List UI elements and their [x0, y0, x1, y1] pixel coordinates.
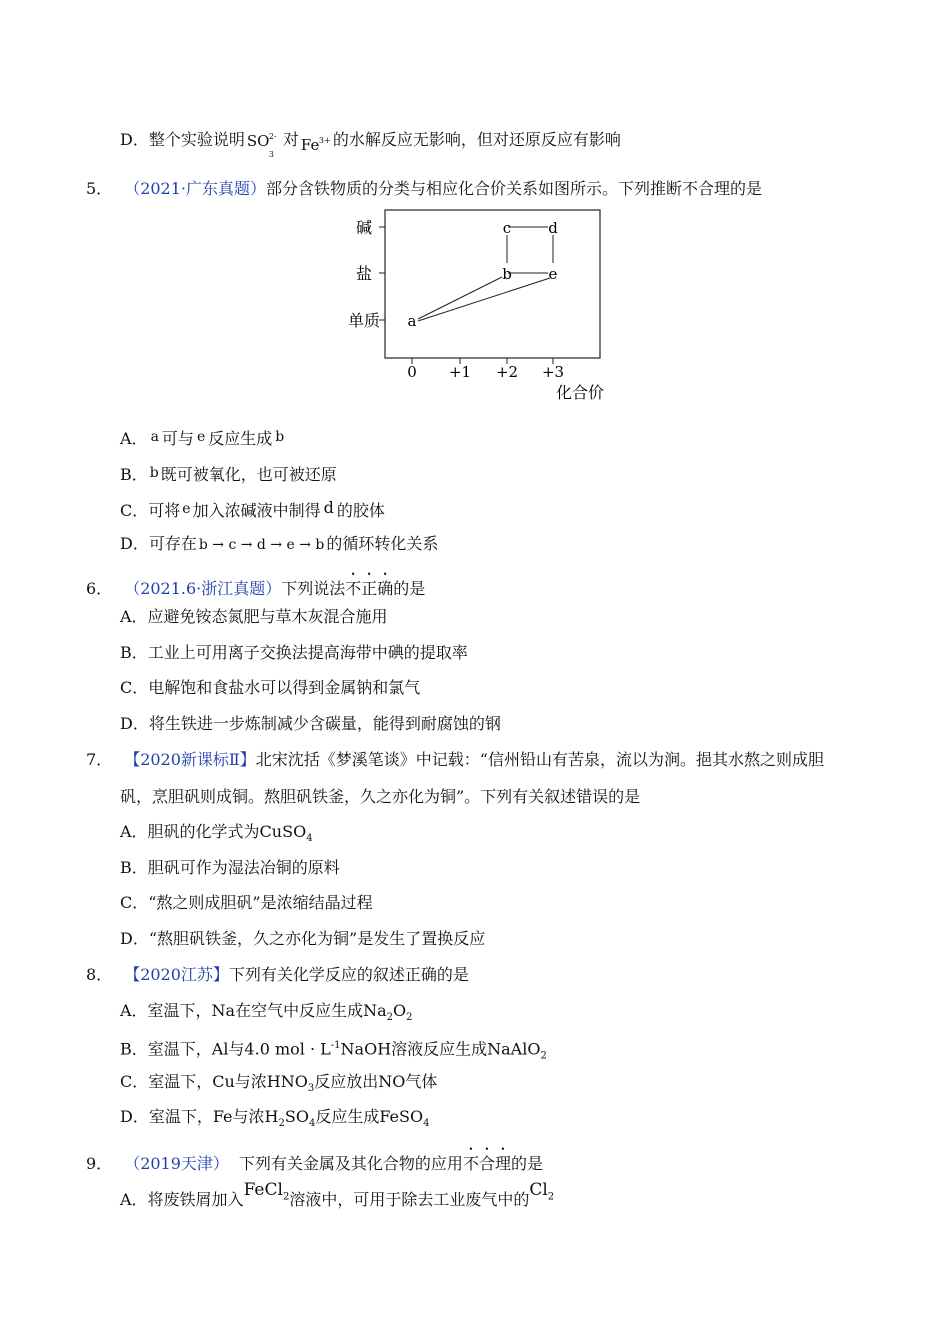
- fecl2-formula: FeCl$_2$: [243, 1180, 290, 1203]
- question-number: 9．: [86, 1154, 113, 1173]
- q8-option-d: D．室温下，Fe与浓$H_2SO_4$反应生成FeSO$_4$: [120, 1107, 430, 1130]
- x-axis-title: 化合价: [555, 383, 605, 402]
- q7-stem-line1: 7． 【2020新课标Ⅱ】北宋沈括《梦溪笔谈》中记载：“信州铅山有苦泉，流以为涧。挹其水熬之则成胆: [86, 750, 824, 769]
- x-label-2: +2: [495, 363, 519, 381]
- iron-valence-chart: [330, 205, 630, 405]
- question-source: （2019天津）: [124, 1154, 229, 1173]
- q6-option-d: D．将生铁进一步炼制减少含碳量，能得到耐腐蚀的钢: [120, 714, 501, 733]
- question-number: 7．: [86, 750, 113, 769]
- question-source: 【2020新课标Ⅱ】: [124, 750, 256, 769]
- y-label-element: 单质: [347, 311, 380, 330]
- cycle-sequence: b → c → d → e → b: [198, 537, 325, 553]
- x-label-3: +3: [541, 363, 565, 381]
- q6-option-b: B．工业上可用离子交换法提高海带中碘的提取率: [120, 643, 468, 662]
- emphasis-dots: 不合理: [462, 1154, 511, 1173]
- q6-option-c: C．电解饱和食盐水可以得到金属钠和氯气: [120, 678, 421, 697]
- question-number: 5．: [86, 179, 113, 198]
- question-source: （2021·广东真题）: [124, 179, 266, 198]
- cl2-formula: $Cl_2$: [529, 1180, 555, 1203]
- point-a: a: [407, 312, 417, 330]
- q6-stem: 6． （2021.6·浙江真题）下列说法不正确的是: [86, 579, 426, 598]
- q5-option-a: A． a 可与 e 反应生成 b: [120, 429, 285, 448]
- q5-option-c: C．可将 e 加入浓碱液中制得 d 的胶体: [120, 498, 385, 520]
- q8-option-c: C．室温下，Cu与浓$HNO_3$反应放出NO气体: [120, 1072, 438, 1095]
- q4-option-d: D．整个实验说明 SO 2- 3 对 Fe 3+ 的水解反应无影响，但对还原反应有影响: [120, 130, 621, 159]
- point-d: d: [548, 219, 558, 237]
- q5-option-d: D．可存在 b → c → d → e → b 的循环转化关系: [120, 534, 439, 553]
- q7-option-c: C．“熬之则成胆矾”是浓缩结晶过程: [120, 893, 373, 912]
- question-source: 【2020江苏】: [124, 965, 229, 984]
- point-e: e: [548, 265, 558, 283]
- q6-option-a: A．应避免铵态氮肥与草木灰混合施用: [120, 607, 388, 626]
- q7-option-b: B．胆矾可作为湿法冶铜的原料: [120, 858, 340, 877]
- q8-option-b: B．室温下，Al与4.0 mol · $L^{-1}NaOH$溶液反应生成NaAlO$_2$: [120, 1039, 547, 1062]
- q5-option-b: B． b 既可被氧化，也可被还原: [120, 465, 337, 484]
- q7-option-d: D．“熬胆矾铁釜，久之亦化为铜”是发生了置换反应: [120, 929, 486, 948]
- y-label-base: 碱: [355, 218, 372, 237]
- q5-stem: [86, 179, 762, 199]
- q9-option-a: A．将废铁屑加入FeCl$_2$溶液中，可用于除去工业废气中的$Cl_2$: [120, 1180, 555, 1209]
- x-label-0: 0: [407, 363, 417, 381]
- chart-frame: [385, 210, 600, 358]
- option-label: D．: [120, 130, 149, 149]
- x-label-1: +1: [448, 363, 472, 381]
- q9-stem: 9． （2019天津） 下列有关金属及其化合物的应用不合理的是: [86, 1154, 543, 1173]
- q8-option-a: A．室温下，Na在空气中反应生成$Na_2O_2$: [120, 1001, 413, 1024]
- question-text: 部分含铁物质的分类与相应化合价关系如图所示。下列推断不合理的是: [266, 179, 763, 198]
- question-number: 6．: [86, 579, 113, 598]
- point-b: b: [502, 265, 512, 283]
- q7-option-a: A．胆矾的化学式为CuSO$_4$: [120, 822, 313, 845]
- question-number: 8．: [86, 965, 113, 984]
- point-c: c: [502, 219, 512, 237]
- q7-stem-line2: 矾，烹胆矾则成铜。熬胆矾铁釜，久之亦化为铜”。下列有关叙述错误的是: [120, 787, 641, 806]
- emphasis-dots: 不正确: [345, 579, 394, 598]
- question-source: （2021.6·浙江真题）: [124, 579, 282, 598]
- y-label-salt: 盐: [355, 264, 372, 283]
- q8-stem: 8． 【2020江苏】下列有关化学反应的叙述正确的是: [86, 965, 469, 984]
